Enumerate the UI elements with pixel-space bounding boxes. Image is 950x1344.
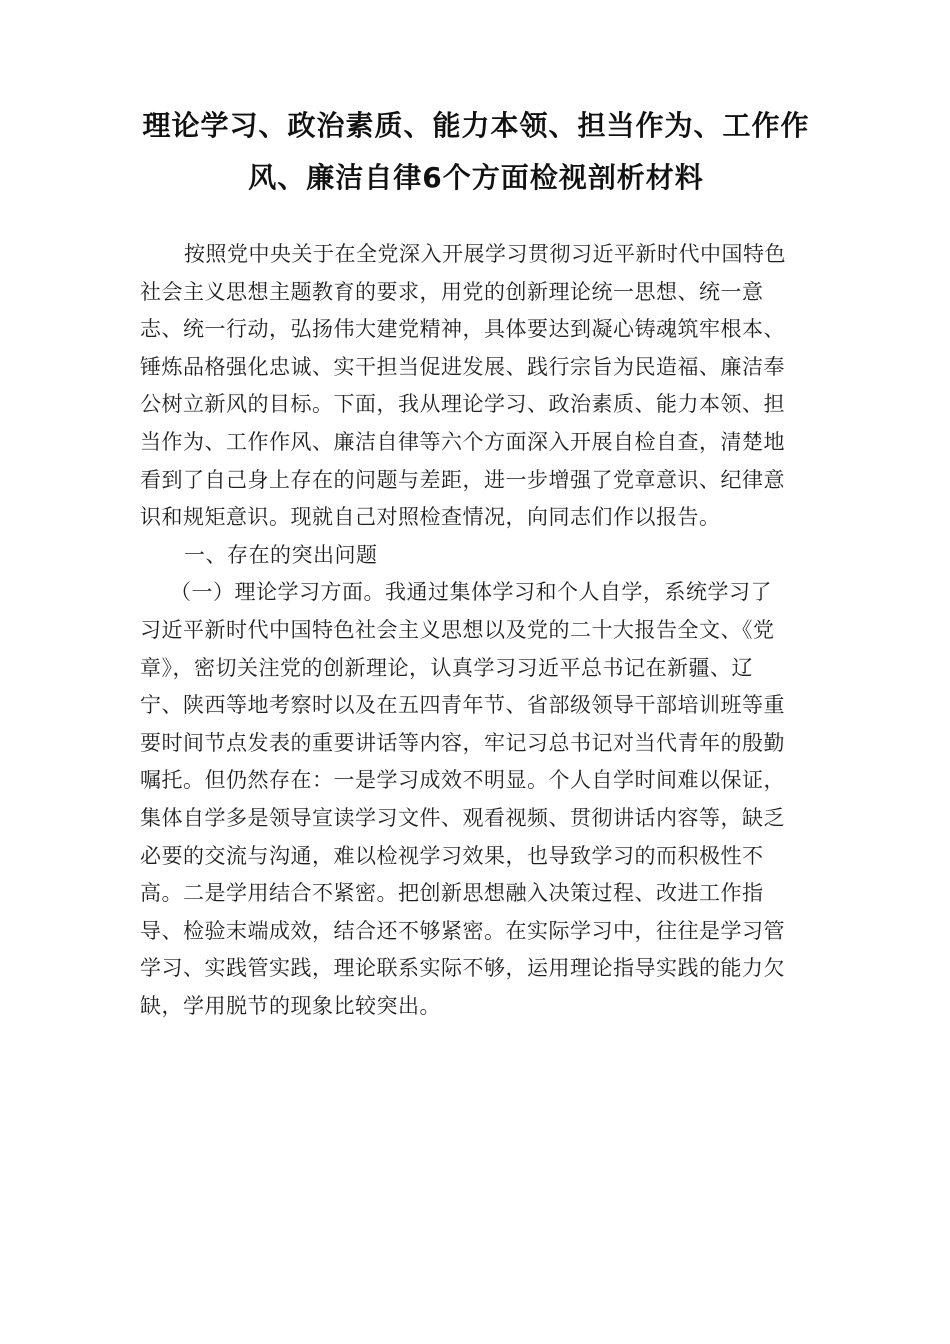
text-line: 嘱托。但仍然存在：一是学习成效不明显。个人自学时间难以保证， [140,768,785,793]
text-line: （一）理论学习方面。我通过集体学习和个人自学，系统学习了 [170,580,772,605]
text-line: 高。二是学用结合不紧密。把创新思想融入决策过程、改进工作指 [140,881,764,906]
section-heading [140,537,820,575]
text-line: 要时间节点发表的重要讲话等内容，牢记习总书记对当代青年的殷勤 [140,730,785,755]
document-title [120,100,832,204]
text-line: 按照党中央关于在全党深入开展学习贯彻习近平新时代中国特色 [184,242,786,266]
text-line: 导、检验末端成效，结合还不够紧密。在实际学习中，往往是学习管 [140,918,785,943]
text-line: 当作为、工作作风、廉洁自律等六个方面深入开展自检自查，清楚地 [140,429,785,454]
text-line: 社会主义思想主题教育的要求，用党的创新理论统一思想、统一意 [140,279,764,304]
section-heading-text: 一、存在的突出问题 [184,542,378,567]
text-line: 章》，密切关注党的创新理论，认真学习习近平总书记在新疆、辽 [140,655,753,680]
text-line: 学习、实践管实践，理论联系实际不够，运用理论指导实践的能力欠 [140,956,785,981]
text-line: 必要的交流与沟通，难以检视学习效果，也导致学习的而积极性不 [140,843,764,868]
text-line: 习近平新时代中国特色社会主义思想以及党的二十大报告全文、《党 [140,617,775,642]
text-line: 识和规矩意识。现就自己对照检查情况，向同志们作以报告。 [140,505,721,530]
document-body [140,236,820,1025]
text-line: 集体自学多是领导宣读学习文件、观看视频、贯彻讲话内容等，缺乏 [140,805,785,830]
title-line: 风、廉洁自律6个方面检视剖析材料 [248,161,704,194]
theory-study-paragraph [140,574,820,1025]
title-line: 理论学习、政治素质、能力本领、担当作为、工作作 [142,109,810,142]
text-line: 锤炼品格强化忠诚、实干担当促进发展、践行宗旨为民造福、廉洁奉 [140,354,785,379]
text-line: 志、统一行动，弘扬伟大建党精神，具体要达到凝心铸魂筑牢根本、 [140,317,785,342]
text-line: 公树立新风的目标。下面，我从理论学习、政治素质、能力本领、担 [140,392,785,417]
text-line: 看到了自己身上存在的问题与差距，进一步增强了党章意识、纪律意 [140,467,785,492]
text-line: 缺，学用脱节的现象比较突出。 [140,993,441,1018]
text-line: 宁、陕西等地考察时以及在五四青年节、省部级领导干部培训班等重 [140,693,785,718]
intro-paragraph [140,236,820,537]
